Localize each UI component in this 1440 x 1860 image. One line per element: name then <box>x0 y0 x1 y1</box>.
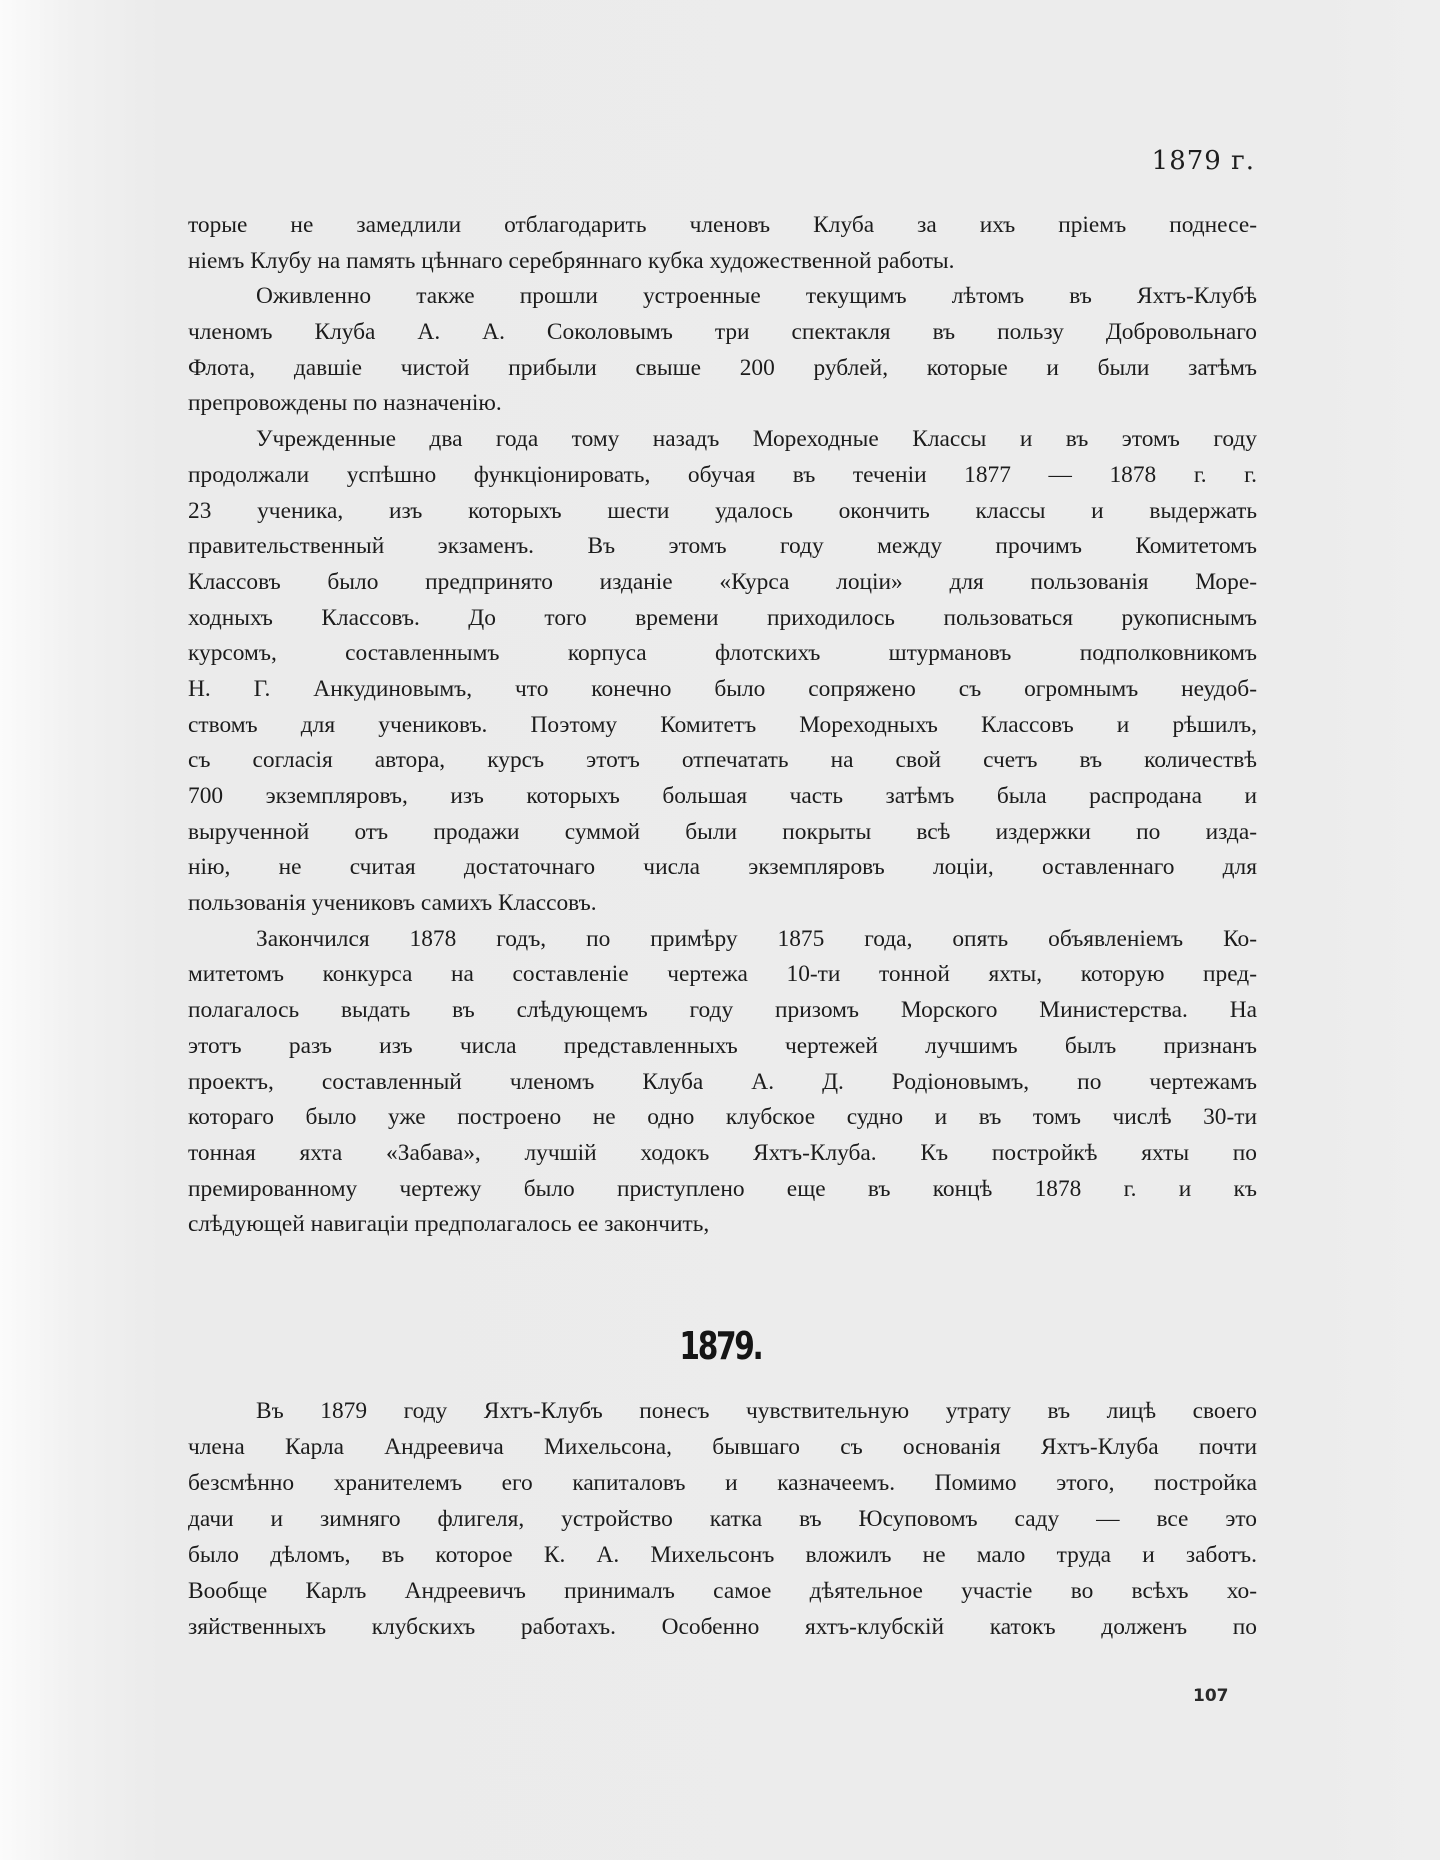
text-line: торые не замедлили отблагодарить членовъ Клуба за ихъ пріемъ поднесе- <box>188 212 1257 238</box>
body-text-before-heading <box>188 208 1257 1243</box>
text-line: препровождены по назначенію. <box>188 390 502 417</box>
text-line: безсмѣнно хранителемъ его капиталовъ и казначеемъ. Помимо этого, постройка <box>188 1470 1257 1496</box>
text-line: членомъ Клуба А. А. Соколовымъ три спектакля въ пользу Добровольнаго <box>188 319 1257 346</box>
text-line: дачи и зимняго флигеля, устройство катка въ Юсуповомъ саду — все это <box>188 1506 1257 1532</box>
paragraph-start-line: Оживленно также прошли устроенные текущимъ лѣтомъ въ Яхтъ-Клубѣ <box>256 283 1257 310</box>
text-line: члена Карла Андреевича Михельсона, бывшаго съ основанія Яхтъ-Клуба почти <box>188 1434 1257 1460</box>
text-line: митетомъ конкурса на составленіе чертежа 10-ти тонной яхты, которую пред- <box>188 961 1257 988</box>
text-line: полагалось выдать въ слѣдующемъ году призомъ Морского Министерства. На <box>188 997 1257 1024</box>
text-line: 700 экземпляровъ, изъ которыхъ большая часть затѣмъ была распродана и <box>188 783 1257 809</box>
text-line: продолжали успѣшно функціонировать, обучая въ теченіи 1877 — 1878 г. г. <box>188 461 1257 488</box>
text-line: котораго было уже построено не одно клубское судно и въ томъ числѣ 30-ти <box>188 1104 1257 1131</box>
text-line: ствомъ для учениковъ. Поэтому Комитетъ Мореходныхъ Классовъ и рѣшилъ, <box>188 711 1257 738</box>
text-line: было дѣломъ, въ которое К. А. Михельсонъ вложилъ не мало труда и заботъ. <box>188 1542 1257 1568</box>
text-line: тонная яхта «Забава», лучшій ходокъ Яхтъ-Клуба. Къ постройкѣ яхты по <box>188 1139 1257 1166</box>
page-number: 107 <box>1193 1686 1229 1706</box>
body-text-after-heading <box>188 1393 1257 1645</box>
paragraph-start-line: Въ 1879 году Яхтъ-Клубъ понесъ чувствительную утрату въ лицѣ своего <box>256 1398 1257 1424</box>
text-line: зяйственныхъ клубскихъ работахъ. Особенно яхтъ-клубскій катокъ долженъ по <box>188 1614 1257 1640</box>
text-line: 23 ученика, изъ которыхъ шести удалось окончить классы и выдержать <box>188 497 1257 524</box>
text-line: слѣдующей навигаціи предполагалось ее закончить, <box>188 1211 710 1238</box>
text-line: Вообще Карлъ Андреевичъ принималъ самое дѣятельное участіе во всѣхъ хо- <box>188 1578 1257 1604</box>
text-line: проектъ, составленный членомъ Клуба А. Д. Родіоновымъ, по чертежамъ <box>188 1068 1257 1095</box>
text-line: ходныхъ Классовъ. До того времени приходилось пользоваться рукописнымъ <box>188 604 1257 631</box>
text-line: правительственный экзаменъ. Въ этомъ году между прочимъ Комитетомъ <box>188 533 1257 560</box>
text-line: пользованія учениковъ самихъ Классовъ. <box>188 890 597 917</box>
text-line: этотъ разъ изъ числа представленныхъ чертежей лучшимъ былъ признанъ <box>188 1032 1257 1059</box>
text-line: курсомъ, составленнымъ корпуса флотскихъ штурмановъ подполковникомъ <box>188 640 1257 667</box>
paragraph-start-line: Учрежденные два года тому назадъ Мореходные Классы и въ этомъ году <box>256 426 1257 453</box>
text-line: нію, не считая достаточнаго числа экземпляровъ лоціи, оставленнаго для <box>188 854 1257 881</box>
section-heading-year: 1879. <box>679 1324 762 1368</box>
text-line: Н. Г. Анкудиновымъ, что конечно было сопряжено съ огромнымъ неудоб- <box>188 675 1257 702</box>
paragraph-start-line: Закончился 1878 годъ, по примѣру 1875 года, опять объявленіемъ Ко- <box>256 925 1257 952</box>
text-line: Классовъ было предпринято изданіе «Курса лоціи» для пользованія Море- <box>188 568 1257 595</box>
running-head: 1879 г. <box>1151 146 1255 176</box>
text-line: ніемъ Клубу на память цѣннаго серебряннаго кубка художественной работы. <box>188 247 955 274</box>
text-line: вырученной отъ продажи суммой были покрыты всѣ издержки по изда- <box>188 818 1257 845</box>
text-line: съ согласія автора, курсъ этотъ отпечатать на свой счетъ въ количествѣ <box>188 747 1257 774</box>
text-line: Флота, давшіе чистой прибыли свыше 200 рублей, которые и были затѣмъ <box>188 354 1257 381</box>
text-line: премированному чертежу было приступлено еще въ концѣ 1878 г. и къ <box>188 1175 1257 1202</box>
